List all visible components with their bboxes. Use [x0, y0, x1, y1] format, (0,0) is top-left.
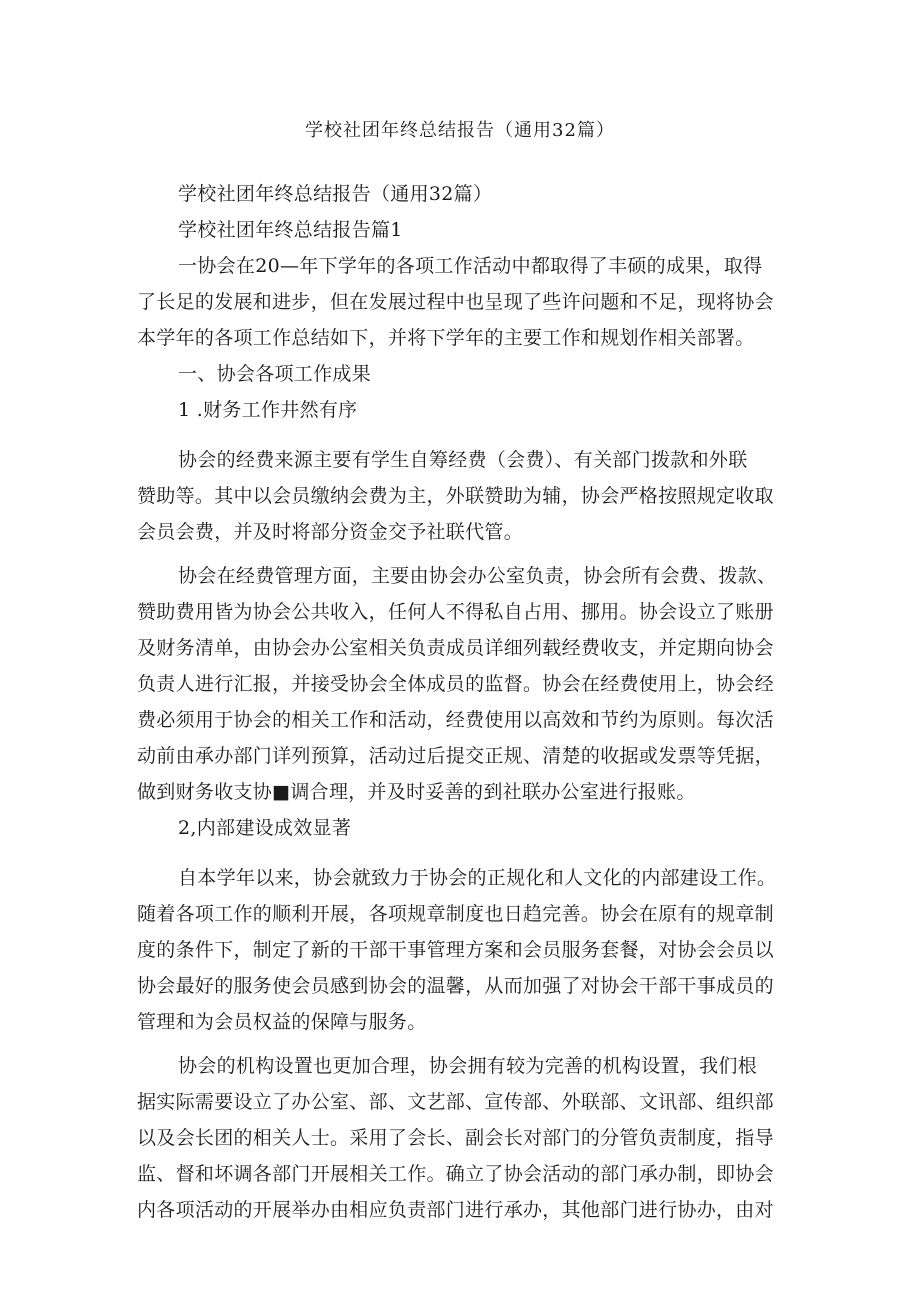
- paragraph-line: 管理和为会员权益的保障与服务。: [137, 1011, 427, 1033]
- heading-line: 一、协会各项工作成果: [178, 363, 372, 385]
- paragraph-line: 协会的机构设置也更加合理，协会拥有较为完善的机构设置，我们根: [178, 1055, 758, 1077]
- paragraph-line: 负责人进行汇报，并接受协会全体成员的监督。协会在经费使用上，协会经: [137, 673, 774, 695]
- paragraph-line: 协会最好的服务使会员感到协会的温馨，从而加强了对协会干部干事成员的: [137, 975, 774, 997]
- paragraph-line: 监、督和坏调各部门开展相关工作。确立了协会活动的部门承办制，即协会: [137, 1163, 774, 1185]
- heading-line: 1 .财务工作井然有序: [178, 399, 358, 421]
- section-title-line: 学校社团年终总结报告篇1: [178, 219, 403, 241]
- paragraph-line: 赞助等。其中以会员缴纳会费为主，外联赞助为辅，协会严格按照规定收取: [137, 485, 774, 507]
- paragraph-line: 了长足的发展和进步，但在发展过程中也呈现了些许问题和不足，现将协会: [137, 291, 774, 313]
- paragraph-line: 据实际需要设立了办公室、部、文艺部、宣传部、外联部、文讯部、组织部: [137, 1091, 774, 1113]
- paragraph-line: 随着各项工作的顺利开展，各项规章制度也日趋完善。协会在原有的规章制: [137, 903, 774, 925]
- paragraph-line: 做到财务收支协■调合理，并及时妥善的到社联办公室进行报账。: [137, 781, 696, 803]
- paragraph-line: 及财务清单，由协会办公室相关负责成员详细列载经费收支，并定期向协会: [137, 637, 774, 659]
- paragraph-line: 动前由承办部门详列预算，活动过后提交正规、清楚的收据或发票等凭据，: [137, 745, 774, 767]
- paragraph-line: 会员会费，并及时将部分资金交予社联代管。: [137, 521, 524, 543]
- paragraph-line: 赞助费用皆为协会公共收入，任何人不得私自占用、挪用。协会设立了账册: [137, 601, 774, 623]
- document-body: [137, 176, 789, 1228]
- heading-line: 2,内部建设成效显著: [178, 817, 352, 839]
- paragraph-line: 一协会在20—年下学年的各项工作活动中都取得了丰硕的成果，取得: [178, 255, 763, 277]
- paragraph-line: 协会在经费管理方面，主要由协会办公室负责，协会所有会费、拨款、: [178, 565, 777, 587]
- paragraph-line: 内各项活动的开展举办由相应负责部门进行承办，其他部门进行协办，由对: [137, 1199, 774, 1221]
- paragraph-line: 协会的经费来源主要有学生自筹经费（会费）、有关部门拨款和外联: [178, 449, 748, 471]
- paragraph-line: 自本学年以来，协会就致力于协会的正规化和人文化的内部建设工作。: [178, 867, 777, 889]
- subtitle-line: 学校社团年终总结报告（通用32篇）: [178, 183, 493, 205]
- paragraph-line: 费必须用于协会的相关工作和活动，经费使用以高效和节约为原则。每次活: [137, 709, 774, 731]
- paragraph-line: 本学年的各项工作总结如下，并将下学年的主要工作和规划作相关部署。: [137, 327, 755, 349]
- document-title: 学校社团年终总结报告（通用32篇）: [305, 120, 615, 141]
- paragraph-line: 度的条件下，制定了新的干部干事管理方案和会员服务套餐，对协会会员以: [137, 939, 774, 961]
- paragraph-line: 以及会长团的相关人士。采用了会长、副会长对部门的分管负责制度，指导: [137, 1127, 774, 1149]
